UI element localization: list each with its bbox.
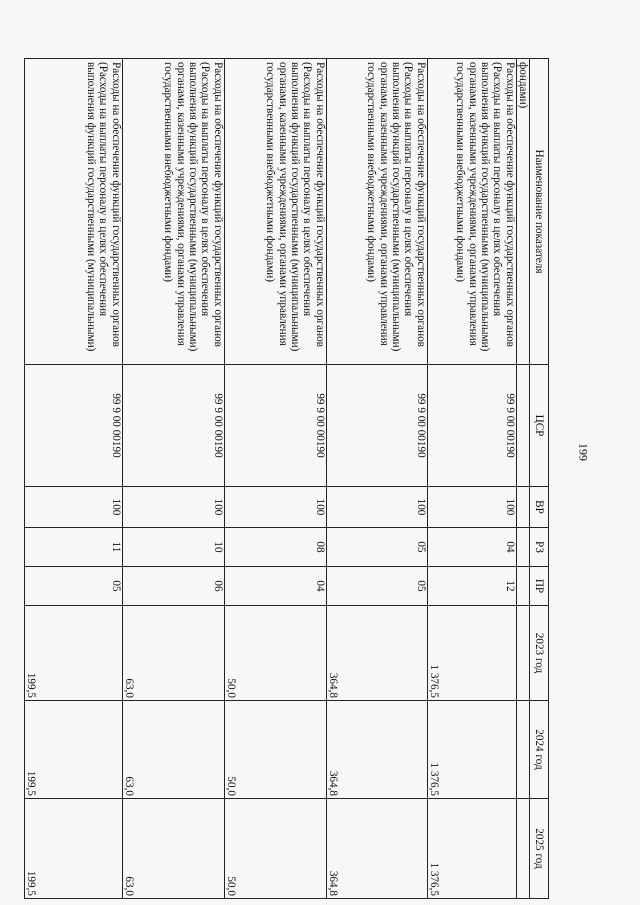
row-2025: 63,0 — [122, 799, 224, 899]
row-2025: 50,0 — [224, 799, 326, 899]
row-vr: 100 — [122, 487, 224, 528]
row-2023: 50,0 — [224, 606, 326, 701]
row-name: Расходы на обеспечение функций государственных органов (Расходы на выплаты персоналу в целях обеспечения выполнения функций государственными (муниципальными) органами, казенными учреждениями, органами управления государственными внебюджетными фондами) — [427, 59, 516, 365]
row-vr: 100 — [224, 487, 326, 528]
header-2025: 2025 год — [530, 799, 549, 899]
header-name: Наименование показателя — [530, 59, 549, 365]
row-2024: 364,8 — [326, 701, 427, 799]
header-pr: ПР — [530, 567, 549, 606]
row-2023: 63,0 — [122, 606, 224, 701]
row-pr: 05 — [326, 567, 427, 606]
header-csr: ЦСР — [530, 365, 549, 487]
row-csr: 99 9 00 00190 — [326, 365, 427, 487]
header-rz: РЗ — [530, 528, 549, 567]
continuation-row — [516, 59, 529, 899]
header-2024: 2024 год — [530, 701, 549, 799]
table-row — [427, 59, 516, 899]
row-rz: 11 — [24, 528, 122, 567]
row-pr: 12 — [427, 567, 516, 606]
row-rz: 08 — [224, 528, 326, 567]
table-row — [326, 59, 427, 899]
row-csr: 99 9 00 00190 — [122, 365, 224, 487]
row-csr: 99 9 00 00190 — [427, 365, 516, 487]
table-row — [122, 59, 224, 899]
row-2025: 1 376,5 — [427, 799, 516, 899]
row-2024: 1 376,5 — [427, 701, 516, 799]
row-csr: 99 9 00 00190 — [24, 365, 122, 487]
header-vr: ВР — [530, 487, 549, 528]
row-vr: 100 — [24, 487, 122, 528]
row-2025: 364,8 — [326, 799, 427, 899]
row-2025: 199,5 — [24, 799, 122, 899]
row-name: Расходы на обеспечение функций государственных органов (Расходы на выплаты персоналу в целях обеспечения выполнения функций государственными (муниципальными) органами, казенными учреждениями, органами управления государственными внебюджетными фондами) — [122, 59, 224, 365]
row-2024: 50,0 — [224, 701, 326, 799]
row-vr: 100 — [326, 487, 427, 528]
row-csr: 99 9 00 00190 — [224, 365, 326, 487]
row-rz: 04 — [427, 528, 516, 567]
row-vr: 100 — [427, 487, 516, 528]
row-name: Расходы на обеспечение функций государственных органов (Расходы на выплаты персоналу в целях обеспечения выполнения функций государственными (муниципальными) — [24, 59, 122, 365]
rotated-page — [25, 58, 549, 898]
header-2023: 2023 год — [530, 606, 549, 701]
row-2023: 1 376,5 — [427, 606, 516, 701]
row-2024: 199,5 — [24, 701, 122, 799]
row-2023: 199,5 — [24, 606, 122, 701]
row-2023: 364,8 — [326, 606, 427, 701]
row-name: Расходы на обеспечение функций государственных органов (Расходы на выплаты персоналу в целях обеспечения выполнения функций государственными (муниципальными) органами, казенными учреждениями, органами управления государственными внебюджетными фондами) — [326, 59, 427, 365]
row-pr: 06 — [122, 567, 224, 606]
row-rz: 10 — [122, 528, 224, 567]
continuation-text: фондами) — [516, 59, 529, 365]
row-2024: 63,0 — [122, 701, 224, 799]
row-rz: 05 — [326, 528, 427, 567]
row-pr: 05 — [24, 567, 122, 606]
table-row — [224, 59, 326, 899]
rotated-table-container — [25, 58, 549, 898]
budget-table — [24, 58, 549, 899]
table-row — [24, 59, 122, 899]
row-name: Расходы на обеспечение функций государственных органов (Расходы на выплаты персоналу в целях обеспечения выполнения функций государственными (муниципальными) органами, казенными учреждениями, органами управления государственными внебюджетными фондами) — [224, 59, 326, 365]
row-pr: 04 — [224, 567, 326, 606]
page-number: 199 — [576, 443, 591, 461]
header-row — [530, 59, 549, 899]
